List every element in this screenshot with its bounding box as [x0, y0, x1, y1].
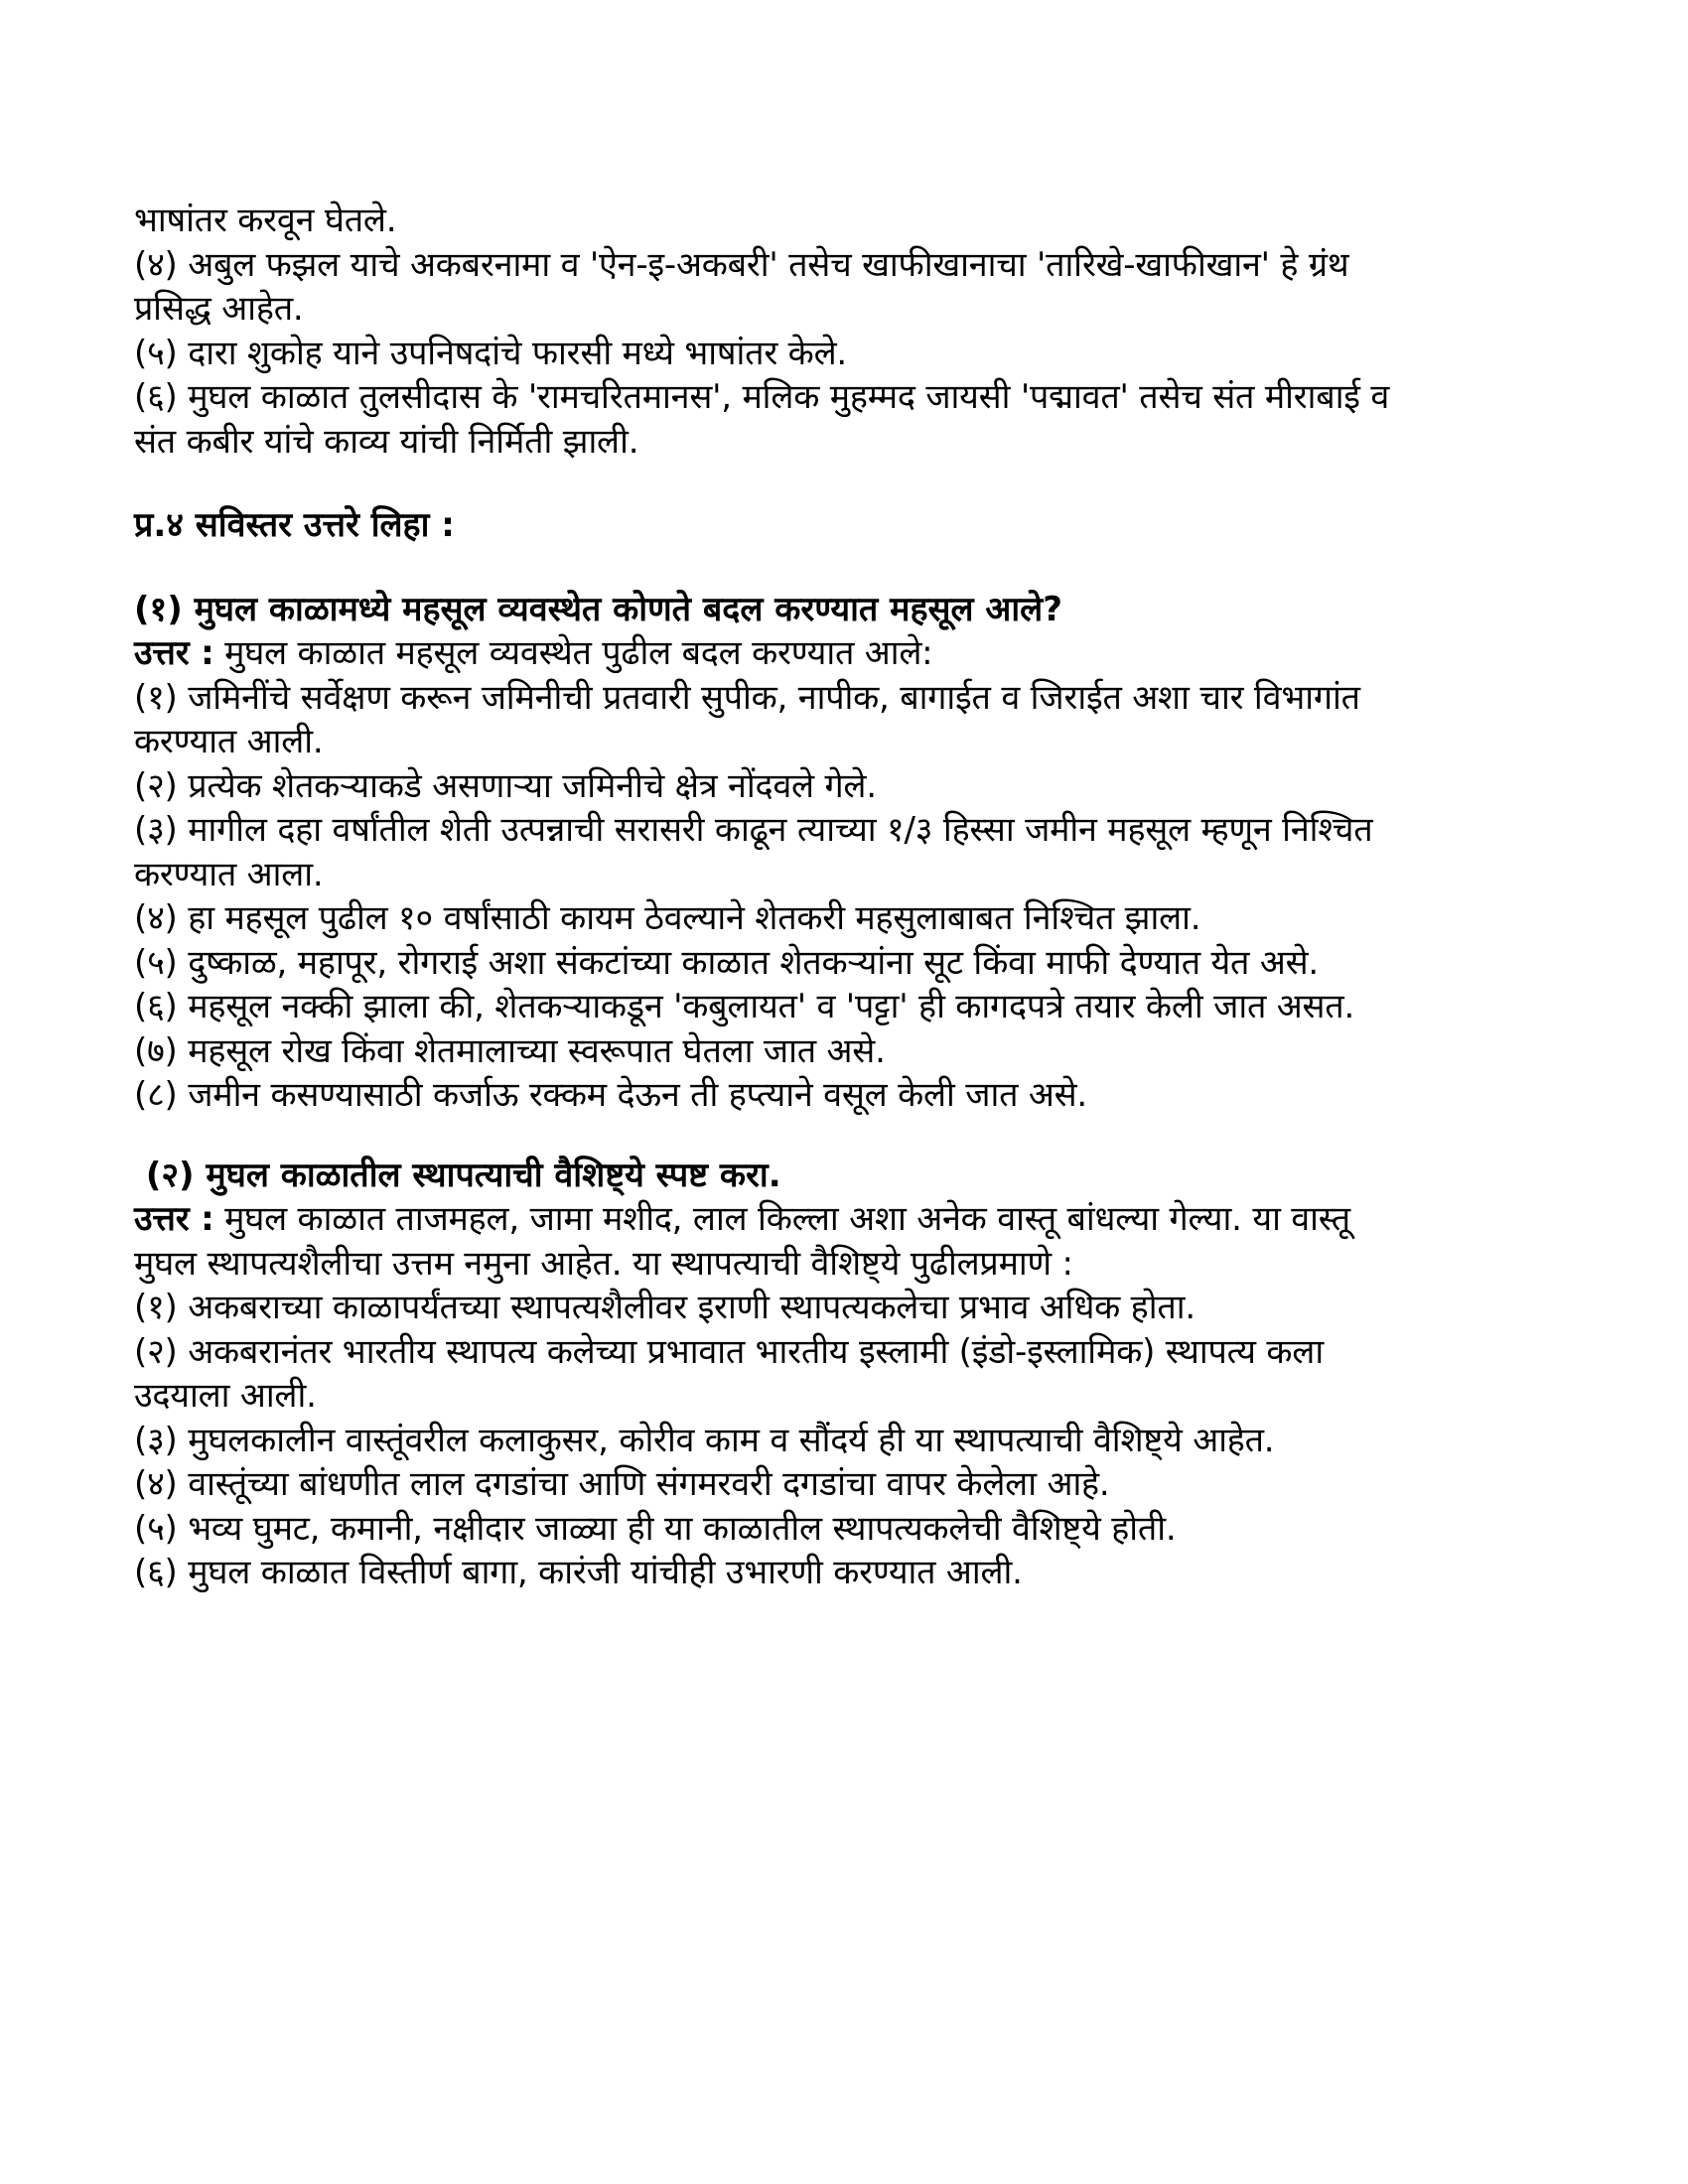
answer-label: उत्तर :	[134, 1199, 214, 1239]
text-line: उदयाला आली.	[134, 1376, 317, 1416]
text-line: (६) महसूल नक्की झाला की, शेतकऱ्याकडून 'कबुलायत' व 'पट्टा' ही कागदपत्रे तयार केली जात असत.	[134, 987, 1355, 1026]
text-line: (२) अकबरानंतर भारतीय स्थापत्य कलेच्या प्रभावात भारतीय इस्लामी (इंडो-इस्लामिक) स्थापत्य कला	[134, 1331, 1324, 1372]
text-line: (१) जमिनींचे सर्वेक्षण करून जमिनीची प्रतवारी सुपीक, नापीक, बागाईत व जिराईत अशा चार विभागांत	[134, 677, 1360, 718]
text-line: (४) हा महसूल पुढील १० वर्षांसाठी कायम ठेवल्याने शेतकरी महसुलाबाबत निश्चित झाला.	[134, 898, 1201, 938]
intro-block	[134, 199, 1564, 464]
document-page	[134, 199, 1564, 1595]
text-line: भाषांतर करवून घेतले.	[134, 201, 397, 240]
section-title: प्र.४ सविस्तर उत्तरे लिहा :	[134, 505, 455, 545]
text-line: (७) महसूल रोख किंवा शेतमालाच्या स्वरूपात घेतला जात असे.	[134, 1030, 886, 1071]
text-line: (३) मागील दहा वर्षांतील शेती उत्पन्नाची सरासरी काढून त्याच्या १/३ हिस्सा जमीन महसूल म्हणून निश्चित	[134, 810, 1373, 850]
question-1-block	[134, 588, 1564, 1118]
text-line: करण्यात आली.	[134, 722, 324, 761]
question-1-heading: (१) मुघल काळामध्ये महसूल व्यवस्थेत कोणते बदल करण्यात महसूल आले?	[134, 589, 1062, 629]
text-line: करण्यात आला.	[134, 854, 324, 894]
text-line: (५) भव्य घुमट, कमानी, नक्षीदार जाळ्या ही या काळातील स्थापत्यकलेची वैशिष्ट्ये होती.	[134, 1508, 1177, 1549]
answer-2-intro-line	[134, 1197, 1564, 1242]
text-line: संत कबीर यांचे काव्य यांची निर्मिती झाली.	[134, 421, 639, 462]
question-2-heading: (२) मुघल काळातील स्थापत्याची वैशिष्ट्ये स्पष्ट करा.	[134, 1155, 781, 1195]
answer-1-intro-line	[134, 631, 1564, 676]
text-line: मुघल स्थापत्यशैलीचा उत्तम नमुना आहेत. या स्थापत्याची वैशिष्ट्ये पुढीलप्रमाणे :	[134, 1243, 1073, 1284]
text-line: (५) दारा शुकोह याने उपनिषदांचे फारसी मध्ये भाषांतर केले.	[134, 333, 848, 373]
answer-intro-text: मुघल काळात महसूल व्यवस्थेत पुढील बदल करण्यात आले:	[213, 633, 933, 673]
text-line: (६) मुघल काळात तुलसीदास के 'रामचरितमानस', मलिक मुहम्मद जायसी 'पद्मावत' तसेच संत मीराबाई व	[134, 377, 1390, 417]
text-line: (४) वास्तूंच्या बांधणीत लाल दगडांचा आणि संगमरवरी दगडांचा वापर केलेला आहे.	[134, 1464, 1110, 1504]
text-line: (६) मुघल काळात विस्तीर्ण बागा, कारंजी यांचीही उभारणी करण्यात आली.	[134, 1553, 1023, 1592]
text-line: (३) मुघलकालीन वास्तूंवरील कलाकुसर, कोरीव काम व सौंदर्य ही या स्थापत्याची वैशिष्ट्ये आहेत.	[134, 1420, 1275, 1460]
answer-intro-text: मुघल काळात ताजमहल, जामा मशीद, लाल किल्ला अशा अनेक वास्तू बांधल्या गेल्या. या वास्तू	[213, 1199, 1350, 1239]
text-line: (२) प्रत्येक शेतकऱ्याकडे असणाऱ्या जमिनीचे क्षेत्र नोंदवले गेले.	[134, 765, 877, 806]
text-line: (८) जमीन कसण्यासाठी कर्जाऊ रक्कम देऊन ती हप्त्याने वसूल केली जात असे.	[134, 1075, 1088, 1115]
answer-label: उत्तर :	[134, 633, 214, 673]
question-2-block	[134, 1154, 1564, 1595]
text-line: (४) अबुल फझल याचे अकबरनामा व 'ऐन-इ-अकबरी' तसेच खाफीखानाचा 'तारिखे-खाफीखान' हे ग्रंथ	[134, 244, 1349, 285]
text-line: (१) अकबराच्या काळापर्यंतच्या स्थापत्यशैलीवर इराणी स्थापत्यकलेचा प्रभाव अधिक होता.	[134, 1288, 1196, 1327]
text-line: (५) दुष्काळ, महापूर, रोगराई अशा संकटांच्या काळात शेतकऱ्यांना सूट किंवा माफी देण्यात येत असे.	[134, 942, 1320, 983]
text-line: प्रसिद्ध आहेत.	[134, 289, 304, 329]
